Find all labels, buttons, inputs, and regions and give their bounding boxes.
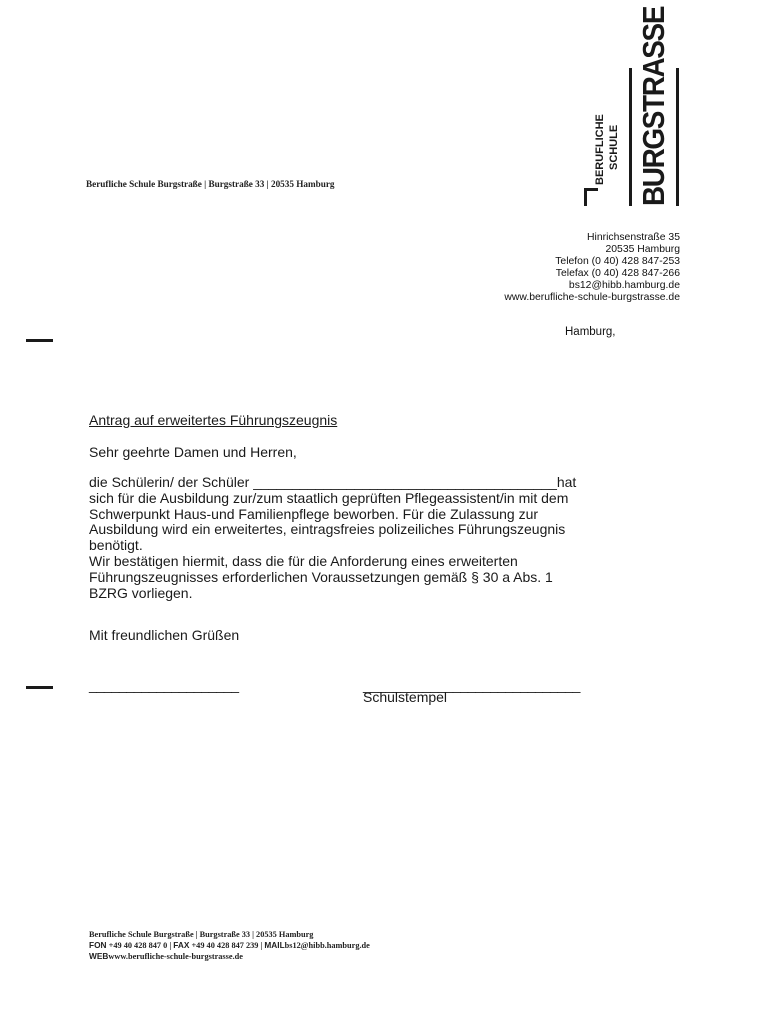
- contact-street: Hinrichsenstraße 35: [587, 232, 680, 243]
- body-line: Führungszeugnisses erforderlichen Voraussetzungen gemäß § 30 a Abs. 1: [89, 568, 553, 585]
- place-date: Hamburg,: [565, 326, 616, 338]
- page-footer: [89, 929, 370, 962]
- letter-closing: Mit freundlichen Grüßen: [89, 627, 240, 643]
- body-line: BZRG vorliegen.: [89, 584, 193, 601]
- letter-salutation: Sehr geehrte Damen und Herren,: [89, 444, 297, 460]
- body-line: benötigt.: [89, 537, 143, 554]
- body-line: die Schülerin/ der Schüler _______________________________________hat: [89, 474, 577, 490]
- footer-fax-label: FAX: [173, 940, 190, 950]
- footer-web: [89, 951, 370, 962]
- letter-body: [89, 475, 589, 601]
- contact-fax: Telefax (0 40) 428 847-266: [555, 268, 680, 279]
- footer-fax-value: +49 40 428 847 239 |: [189, 941, 265, 950]
- letter-subject: Antrag auf erweitertes Führungszeugnis: [89, 412, 338, 428]
- footer-mail-label: MAIL: [264, 940, 285, 950]
- footer-mail-value: bs12@hibb.hamburg.de: [284, 941, 370, 950]
- logo-text-schule: SCHULE: [608, 124, 620, 170]
- signature-line: ____________________: [89, 677, 239, 693]
- contact-website: www.berufliche-schule-burgstrasse.de: [504, 292, 680, 303]
- logo-text-burgstrasse: BURGSTRASSE: [636, 6, 671, 207]
- logo-text-berufliche: BERUFLICHE: [594, 114, 606, 185]
- school-logo: [584, 6, 680, 208]
- body-line: Wir bestätigen hiermit, dass die für die Anforderung eines erweiterten: [89, 552, 518, 569]
- footer-web-label: WEB: [89, 951, 109, 961]
- footer-fon-value: +49 40 428 847 0 |: [106, 941, 174, 950]
- stamp-line: _____________________________: [363, 677, 581, 693]
- fold-mark-top: [26, 339, 53, 342]
- body-line: sich für die Ausbildung zur/zum staatlich geprüften Pflegeassistent/in mit dem: [89, 489, 569, 506]
- contact-phone: Telefon (0 40) 428 847-253: [555, 256, 680, 267]
- fold-mark-bottom: [26, 686, 53, 689]
- contact-email: bs12@hibb.hamburg.de: [568, 280, 680, 291]
- footer-address: Berufliche Schule Burgstraße | Burgstraße 33 | 20535 Hamburg: [89, 930, 314, 939]
- footer-fon-label: FON: [89, 940, 107, 950]
- footer-web-value: www.berufliche-schule-burgstrasse.de: [108, 952, 243, 961]
- body-line: Schwerpunkt Haus-und Familienpflege beworben. Für die Zulassung zur: [89, 505, 539, 522]
- stamp-label: Schulstempel: [363, 689, 448, 705]
- contact-city: 20535 Hamburg: [605, 244, 680, 255]
- body-line: Ausbildung wird ein erweitertes, eintragsfreies polizeiliches Führungszeugnis: [89, 521, 566, 538]
- contact-block: [504, 232, 680, 304]
- footer-contact: [89, 940, 370, 951]
- sender-address-line: Berufliche Schule Burgstraße | Burgstraße 33 | 20535 Hamburg: [86, 179, 335, 189]
